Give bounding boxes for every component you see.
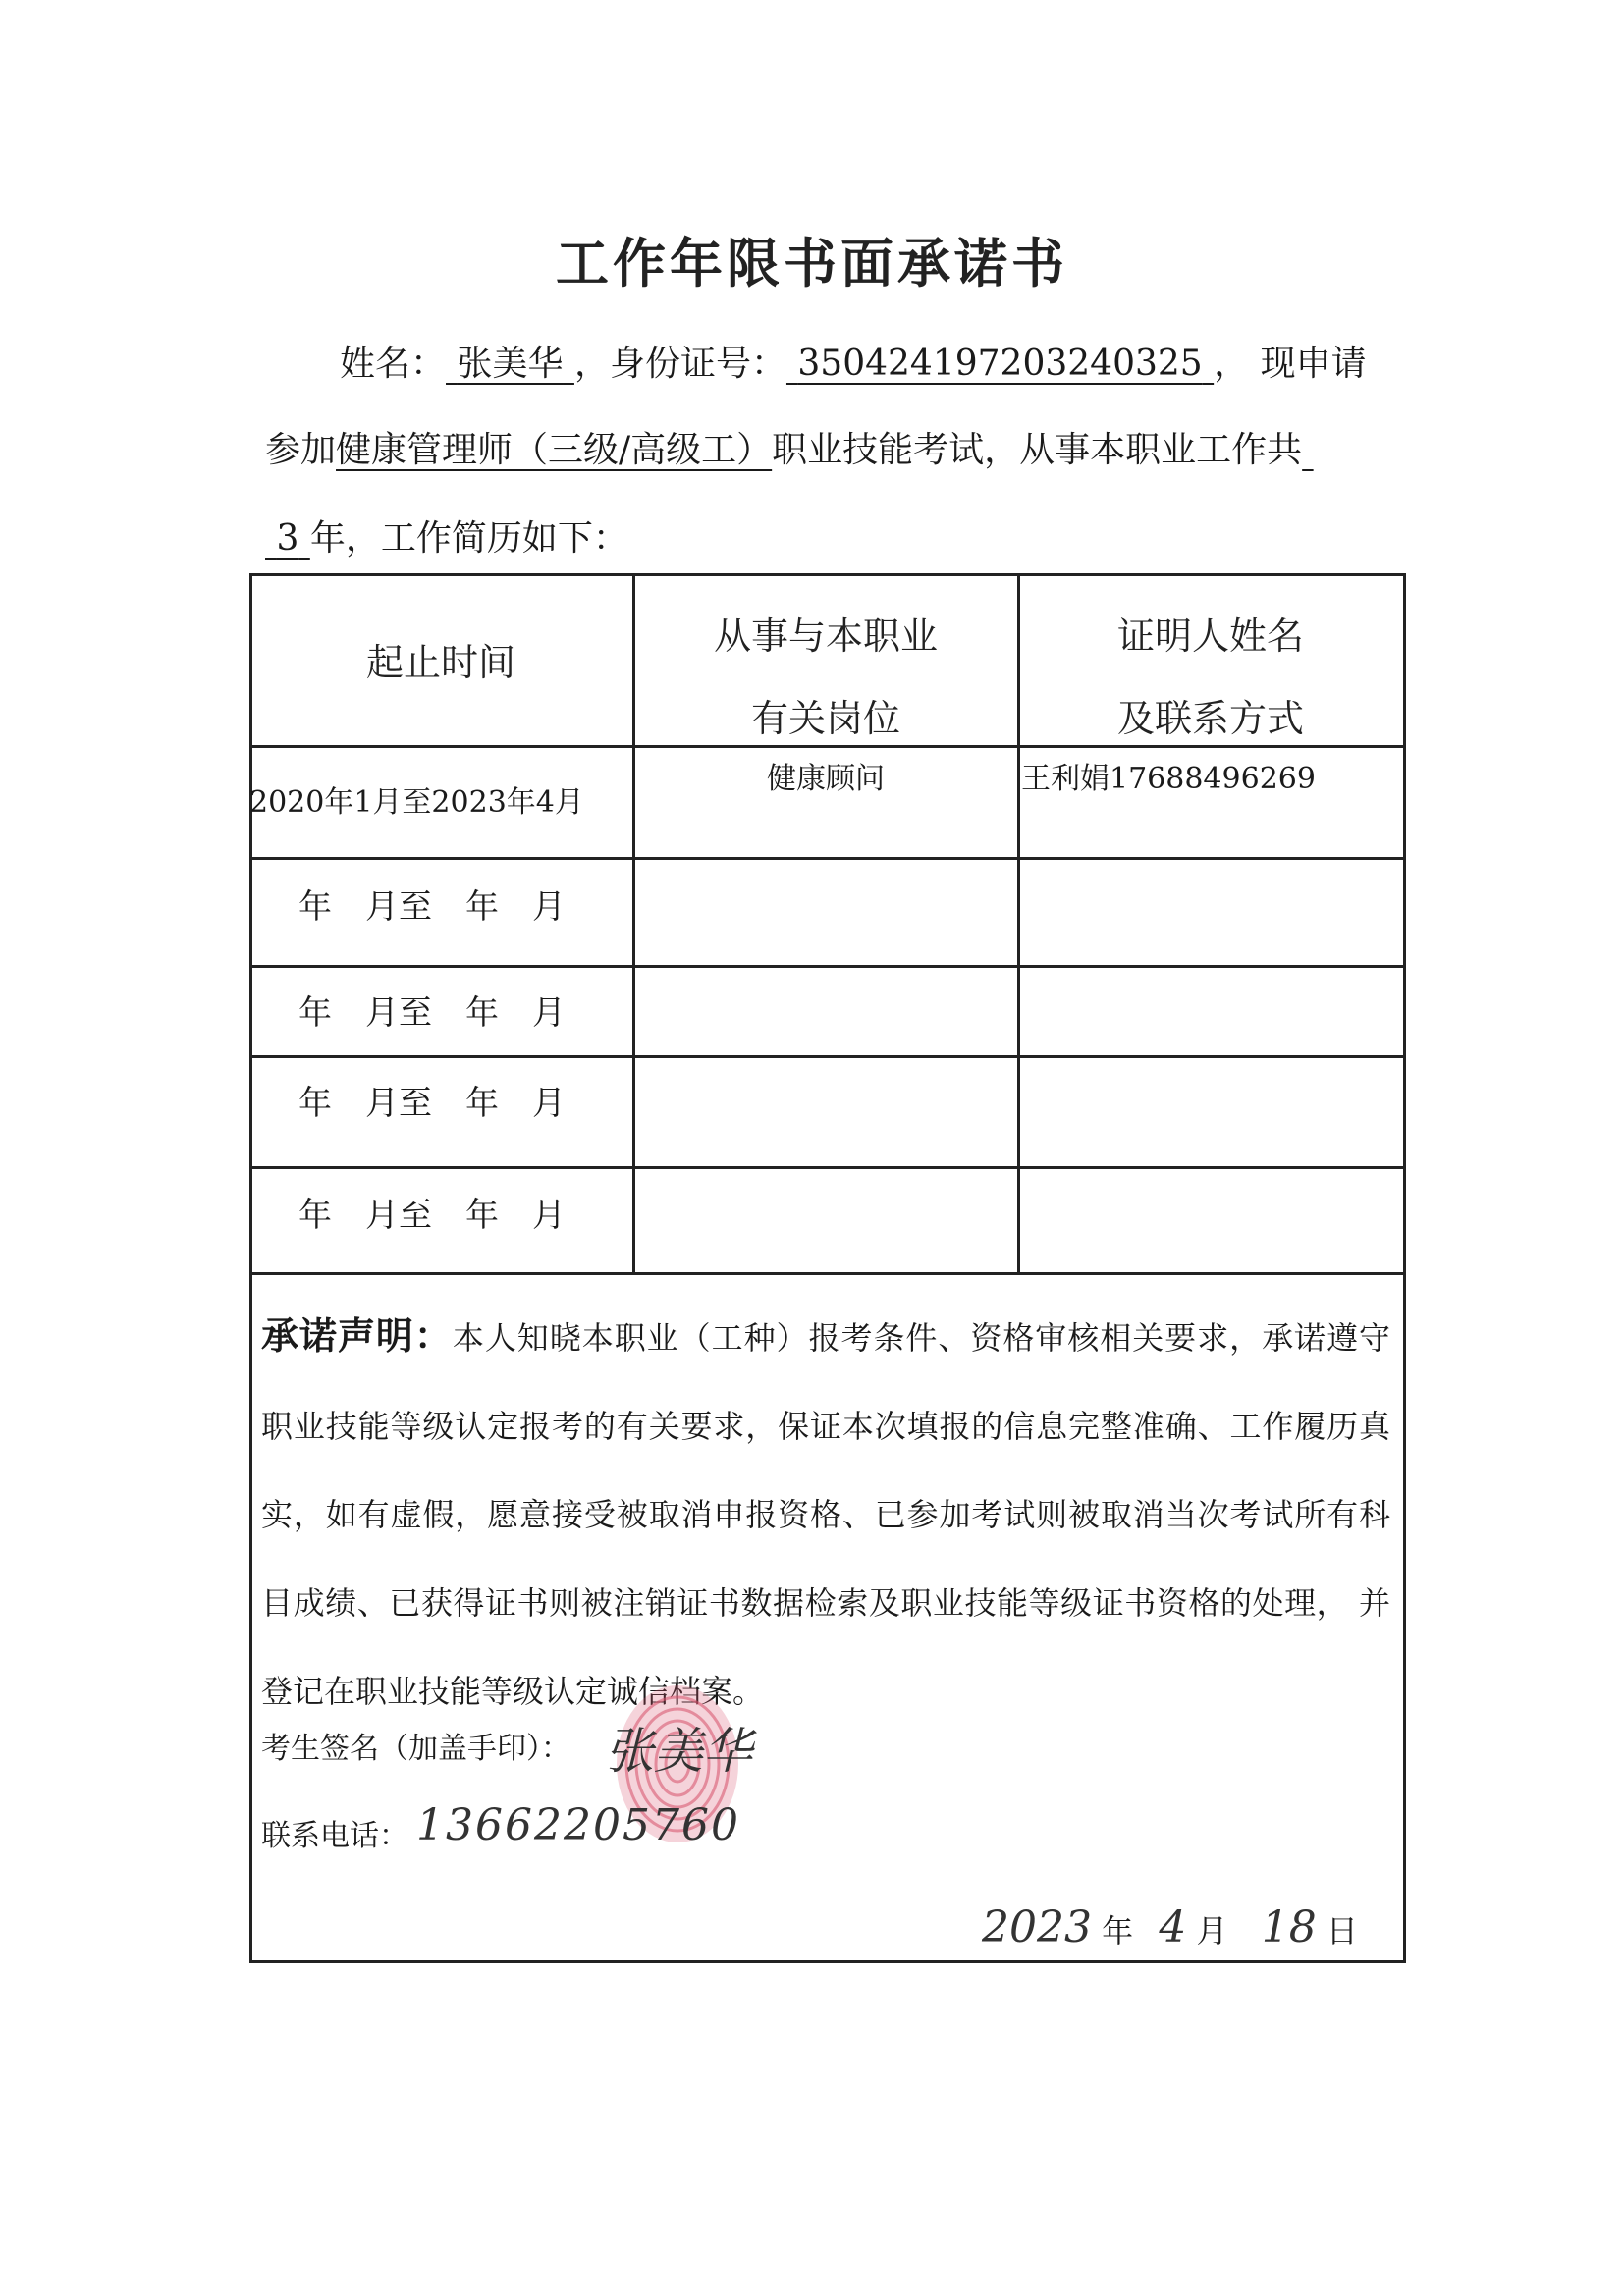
date-month-label: 月 — [1196, 1912, 1228, 1949]
apply-text: ， 现申请 — [1214, 344, 1367, 384]
signature-label: 考生签名（加盖手印）： — [261, 1732, 570, 1766]
header-witness — [1019, 595, 1402, 760]
intro-line-2 — [265, 422, 1404, 472]
line3-suffix: 年，工作简历如下： — [309, 518, 628, 559]
row1-position: 健康顾问 — [767, 762, 885, 796]
row5-period: 年 月至 年 月 — [298, 1196, 566, 1235]
row1-witness: 王利娟17688496269 — [1021, 762, 1316, 796]
phone-label: 联系电话： — [261, 1819, 408, 1853]
row4-period: 年 月至 年 月 — [298, 1084, 566, 1123]
work-history-table — [249, 573, 1406, 1274]
header-position-line2: 有关岗位 — [750, 697, 900, 740]
line2-prefix: 参加 — [265, 430, 337, 470]
page-title: 工作年限书面承诺书 — [556, 233, 1068, 294]
date-month: 4 — [1159, 1902, 1187, 1952]
header-witness-line2: 及联系方式 — [1116, 697, 1304, 740]
row3-period: 年 月至 年 月 — [298, 993, 566, 1033]
id-value: 350424197203240325 — [797, 344, 1203, 384]
intro-line-3 — [265, 510, 1404, 561]
signing-date — [982, 1902, 1358, 1952]
intro-line-1 — [340, 336, 1479, 386]
header-witness-line1: 证明人姓名 — [1116, 614, 1304, 658]
name-value: 张美华 — [457, 344, 564, 384]
date-day: 18 — [1261, 1902, 1317, 1952]
years-value: 3 — [276, 518, 299, 559]
date-year-label: 年 — [1102, 1912, 1134, 1949]
statement-body: 本人知晓本职业（工种）报考条件、资格审核相关要求，承诺遵守职业技能等级认定报考的有关要求，保证本次填报的信息完整准确、工作履历真实，如有虚假，愿意接受被取消申报资格、已参加考试则被取消当次考试所有科目成绩、已获得证书则被注销证书数据检索及职业技能等级证书资格的处理， 并登记在职业技能等级认定诚信档案。 — [261, 1319, 1390, 1710]
handwritten-signature: 张美华 — [605, 1723, 752, 1780]
commitment-statement — [261, 1292, 1390, 1735]
row1-period: 2020年1月至2023年4月 — [249, 785, 584, 820]
statement-heading: 承诺声明： — [261, 1314, 453, 1358]
id-label: ，身份证号： — [573, 344, 786, 384]
header-position — [634, 595, 1017, 760]
date-year: 2023 — [982, 1902, 1092, 1952]
exam-name: 健康管理师（三级/高级工） — [336, 430, 773, 470]
line2-suffix: 职业技能考试，从事本职业工作共 — [772, 430, 1303, 470]
header-position-line1: 从事与本职业 — [713, 614, 938, 658]
handwritten-phone: 13662205760 — [416, 1800, 740, 1850]
date-day-label: 日 — [1326, 1912, 1358, 1949]
row2-period: 年 月至 年 月 — [298, 887, 566, 927]
header-period: 起止时间 — [365, 641, 515, 684]
name-label: 姓名： — [340, 344, 447, 384]
